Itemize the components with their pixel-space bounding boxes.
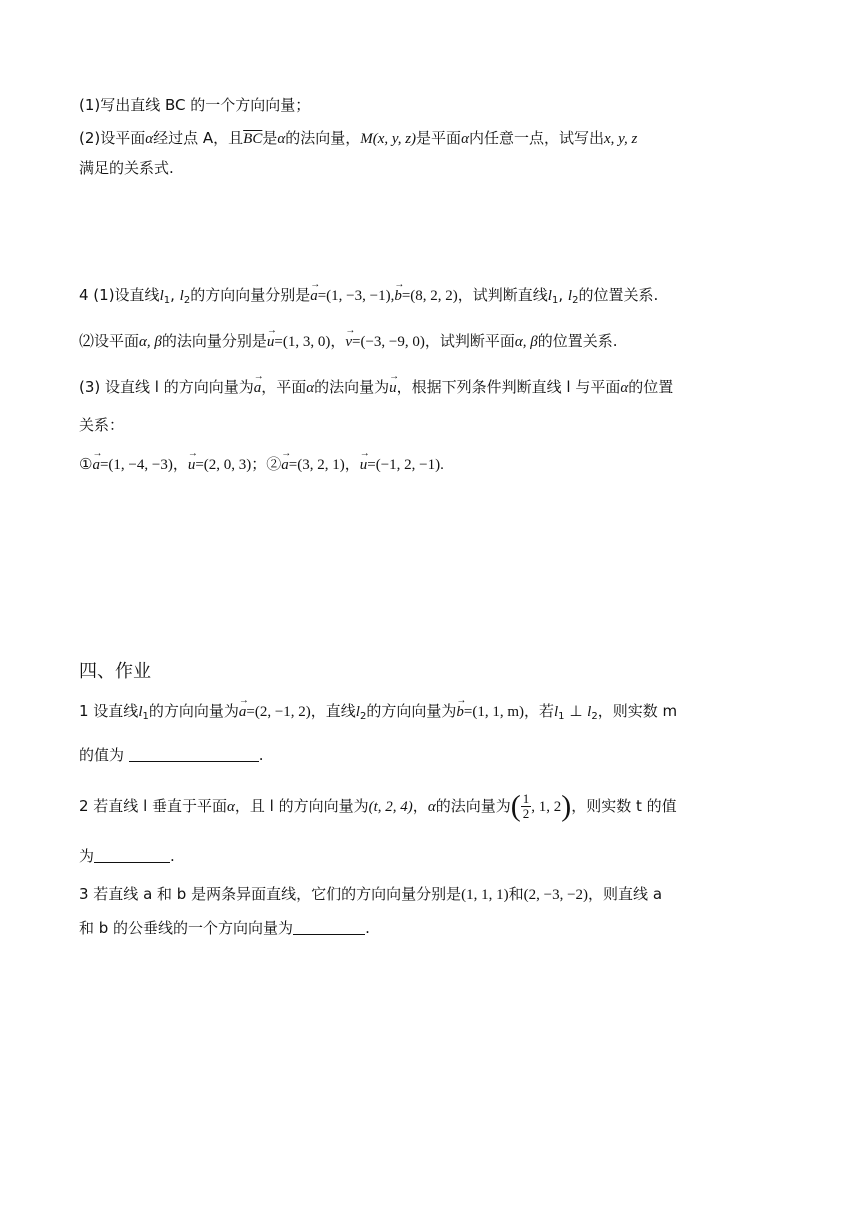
text-fragment: (t, 2, 4): [368, 799, 413, 815]
text-fragment: α: [461, 131, 469, 147]
text-fragment: x, y, z: [603, 131, 638, 147]
question-1: [79, 95, 310, 115]
text-fragment: α: [277, 131, 286, 147]
text-fragment: α: [145, 131, 154, 147]
text-fragment: 2: [522, 806, 530, 821]
text-fragment: 的方向向量为: [148, 702, 239, 720]
text-fragment: ，则直线 a: [588, 885, 663, 903]
text-fragment: ,: [558, 286, 568, 304]
text-fragment: 内任意一点，试写出: [468, 129, 604, 147]
text-fragment: 的法向量为: [435, 797, 511, 815]
text-fragment: → a: [254, 378, 262, 398]
text-fragment: =(1, −3, −1),: [317, 288, 395, 304]
text-fragment: l: [355, 704, 360, 720]
text-fragment: 为: [79, 847, 95, 865]
text-fragment: =(1, 1, m)，若: [463, 704, 554, 720]
text-fragment: 的方向向量分别是: [190, 286, 311, 304]
text-fragment: l: [547, 288, 552, 304]
text-fragment: (1, 1, 1): [461, 887, 509, 903]
text-fragment: 关系：: [79, 416, 125, 434]
homework-1-cont: [79, 745, 264, 765]
text-fragment: 的位置: [628, 378, 674, 396]
text-fragment: 2: [572, 295, 579, 306]
vector-b: → b: [394, 286, 402, 306]
homework-1: [79, 701, 677, 727]
text-fragment: =(2, 0, 3)；②: [195, 457, 282, 473]
text-fragment: 的法向量为: [314, 378, 390, 396]
text-fragment: =(2, −1, 2)，直线: [246, 704, 356, 720]
problem-4-3: [79, 377, 673, 398]
text-fragment: → u: [188, 455, 196, 475]
text-fragment: =(1, −4, −3)，: [99, 457, 188, 473]
text-fragment: l: [587, 704, 592, 720]
text-fragment: 的值为: [79, 746, 125, 764]
text-fragment: l: [553, 704, 559, 720]
text-fragment: ⊥: [569, 702, 583, 720]
text-fragment: α: [427, 799, 436, 815]
text-fragment: 经过点 A，且: [153, 129, 244, 147]
vector-a: → a: [310, 286, 318, 306]
text-fragment: 2: [183, 295, 191, 306]
answer-blank-2[interactable]: [94, 848, 170, 863]
text-fragment: (2, −3, −2): [523, 887, 589, 903]
text-fragment: α: [620, 380, 629, 396]
text-fragment: M(x, y, z): [360, 131, 417, 147]
text-fragment: ，则实数 t 的值: [571, 797, 677, 815]
answer-blank-3[interactable]: [293, 920, 365, 935]
text-fragment: 的法向量，: [285, 129, 361, 147]
text-fragment: 和 b 的公垂线的一个方向向量为: [79, 919, 294, 937]
text-fragment: 的方向向量为: [366, 702, 457, 720]
text-fragment: α: [227, 799, 235, 815]
answer-blank-1[interactable]: [129, 747, 259, 762]
text-fragment: ，且 l 的方向向量为: [234, 797, 369, 815]
text-fragment: .: [170, 847, 175, 865]
text-fragment: l: [179, 288, 184, 304]
text-fragment: =(1, 3, 0)，: [274, 334, 346, 350]
homework-2-cont: [79, 846, 175, 866]
text-fragment: 4 (1)设直线: [79, 286, 160, 304]
section-heading: 四、作业: [79, 661, 151, 682]
parenthesis: ): [561, 789, 572, 823]
text-fragment: → u: [360, 455, 368, 475]
problem-4-1: [79, 285, 658, 311]
text-fragment: l: [159, 288, 164, 304]
text-fragment: → a: [239, 702, 247, 722]
text-fragment: 满足的关系式.: [79, 159, 174, 177]
text-fragment: =(8, 2, 2)，试判断直线: [401, 288, 548, 304]
text-fragment: → b: [456, 702, 464, 722]
text-fragment: 1 设直线: [79, 702, 139, 720]
text-fragment: ，根据下列条件判断直线 l 与平面: [396, 378, 621, 396]
text-fragment: 的位置关系.: [578, 286, 659, 304]
text-fragment: (3) 设直线 l 的方向向量为: [79, 378, 254, 396]
fraction-half: [521, 792, 532, 821]
text-fragment: → a: [92, 455, 100, 475]
text-fragment: =(3, 2, 1)，: [288, 457, 360, 473]
problem-4-3-cont: [79, 415, 124, 435]
text-fragment: 1: [558, 711, 565, 722]
text-fragment: → u: [389, 378, 397, 398]
text-fragment: α, β: [514, 334, 538, 350]
question-1-text: (1)写出直线 BC 的一个方向向量；: [79, 96, 311, 114]
vector-u: → u: [267, 332, 275, 352]
text-fragment: 的法向量分别是: [161, 332, 267, 350]
text-fragment: 2: [591, 711, 598, 722]
homework-2: [79, 786, 677, 826]
text-fragment: l: [138, 704, 143, 720]
text-fragment: 是平面: [416, 129, 462, 147]
text-fragment: .: [365, 919, 370, 937]
text-fragment: 1: [142, 711, 149, 722]
text-fragment: 和: [508, 885, 524, 903]
text-fragment: ，: [412, 797, 428, 815]
text-fragment: ⑵设平面: [79, 332, 140, 350]
text-fragment: 2 若直线 l 垂直于平面: [79, 797, 228, 815]
text-fragment: ，则实数 m: [597, 702, 678, 720]
text-fragment: ①: [79, 455, 93, 473]
text-fragment: .: [258, 746, 264, 764]
text-fragment: =(−1, 2, −1).: [367, 457, 444, 473]
text-fragment: 的位置关系.: [537, 332, 618, 350]
text-fragment: 是: [262, 129, 278, 147]
homework-3: [79, 884, 662, 905]
problem-4-2: [79, 331, 618, 352]
text-fragment: , 1, 2: [531, 799, 562, 815]
text-fragment: → a: [281, 455, 289, 475]
text-fragment: 1: [522, 791, 530, 806]
text-fragment: ,: [170, 286, 180, 304]
question-2: [79, 128, 637, 149]
vector-bc: $\overline{BC}$: [243, 131, 263, 147]
text-fragment: 2: [359, 711, 367, 722]
text-fragment: 3 若直线 a 和 b 是两条异面直线，它们的方向向量分别是: [79, 885, 462, 903]
parenthesis: (: [510, 789, 521, 823]
homework-3-cont: [79, 918, 370, 938]
text-fragment: 1: [551, 295, 559, 306]
text-fragment: α: [306, 380, 315, 396]
text-fragment: (2)设平面: [79, 129, 146, 147]
vector-v: → v: [345, 332, 352, 352]
question-2-cont: [79, 158, 174, 178]
text-fragment: 1: [163, 295, 171, 306]
text-fragment: =(−3, −9, 0)，试判断平面: [352, 334, 515, 350]
text-fragment: ，平面: [261, 378, 307, 396]
text-fragment: α, β: [139, 334, 162, 350]
text-fragment: l: [567, 288, 573, 304]
problem-4-3-conditions: [79, 454, 444, 475]
